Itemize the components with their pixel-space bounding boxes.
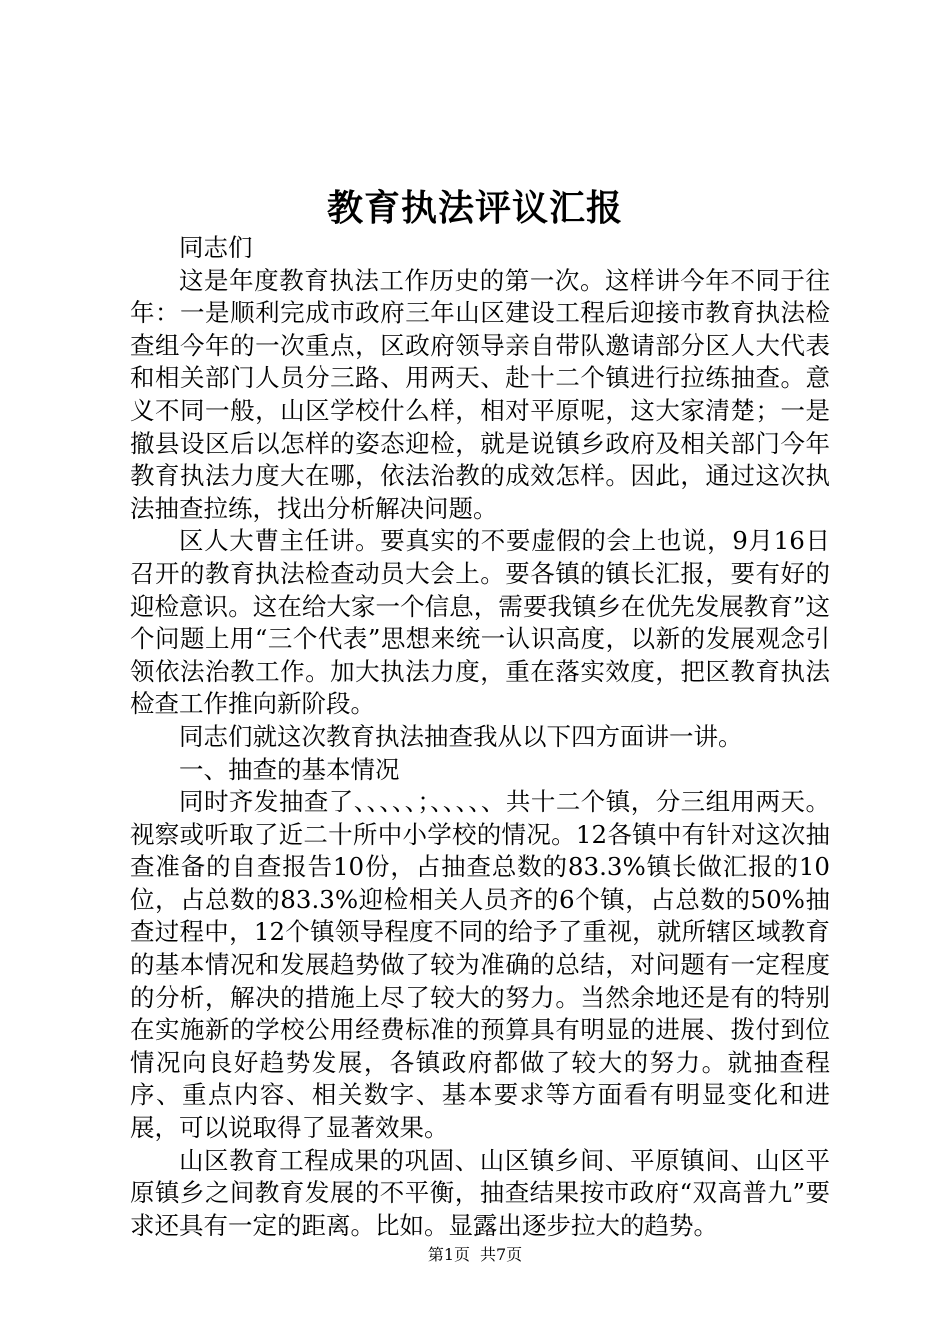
- body-paragraph: 这是年度教育执法工作历史的第一次。这样讲今年不同于往年：一是顺利完成市政府三年山区建设工程后迎接市教育执法检查组今年的一次重点，区政府领导亲自带队邀请部分区人大代表和相关部门人员分三路、用两天、赴十二个镇进行拉练抽查。意义不同一般，山区学校什么样，相对平原呢，这大家清楚；一是撤县设区后以怎样的姿态迎检，就是说镇乡政府及相关部门今年教育执法力度大在哪，依法治教的成效怎样。因此，通过这次执法抽查拉练，找出分析解决问题。: [130, 265, 830, 523]
- section-heading: 一、抽查的基本情况: [179, 754, 400, 784]
- body-paragraph: 同时齐发抽查了、、、、、；、、、、、共十二个镇，分三组用两天。视察或听取了近二十所中小学校的情况。12各镇中有针对这次抽查准备的自查报告10份，占抽查总数的83.3%镇长做汇报的10位，占总数的83.3%迎检相关人员齐的6个镇，占总数的50%抽查过程中，12个镇领导程度不同的给予了重视，就所辖区域教育的基本情况和发展趋势做了较为准确的总结，对问题有一定程度的分析，解决的措施上尽了较大的努力。当然余地还是有的特别在实施新的学校公用经费标准的预算具有明显的进展、拨付到位情况向良好趋势发展，各镇政府都做了较大的努力。就抽查程序、重点内容、相关数字、基本要求等方面看有明显变化和进展，可以说取得了显著效果。: [130, 787, 830, 1143]
- body-paragraph: 山区教育工程成果的巩固、山区镇乡间、平原镇间、山区平原镇乡之间教育发展的不平衡，抽查结果按市政府“双高普九”要求还具有一定的距离。比如。显露出逐步拉大的趋势。: [130, 1145, 830, 1240]
- salutation-paragraph: 同志们: [179, 233, 253, 262]
- document-body: [130, 232, 830, 1242]
- page-footer: [0, 1244, 950, 1266]
- page-number: 第1页: [427, 1245, 470, 1264]
- page-total: 共7页: [480, 1245, 523, 1264]
- body-paragraph: 区人大曹主任讲。要真实的不要虚假的会上也说，9月16日召开的教育执法检查动员大会上。要各镇的镇长汇报，要有好的迎检意识。这在给大家一个信息，需要我镇乡在优先发展教育”这个问题上用“三个代表”思想来统一认识高度，以新的发展观念引领依法治教工作。加大执法力度，重在落实效度，把区教育执法检查工作推向新阶段。: [130, 526, 830, 719]
- document-title: 教育执法评议汇报: [326, 187, 623, 229]
- body-paragraph: 同志们就这次教育执法抽查我从以下四方面讲一讲。: [179, 721, 743, 751]
